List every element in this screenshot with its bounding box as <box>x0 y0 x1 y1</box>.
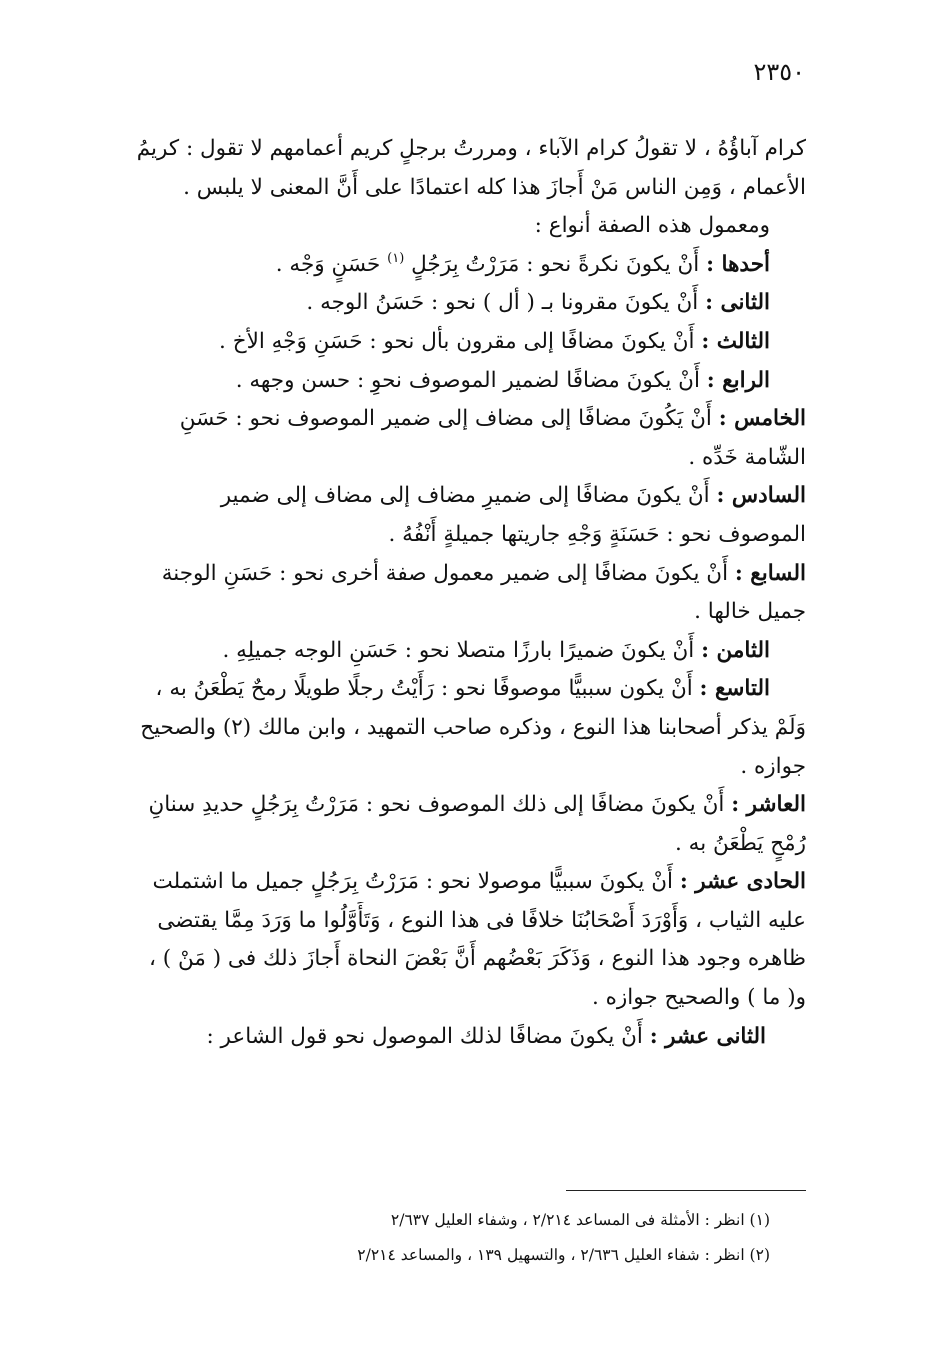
item-heading: الرابع : <box>706 367 770 393</box>
item-heading: السابع : <box>734 560 806 586</box>
text-line: الأعمام ، وَمِن الناس مَنْ أَجازَ هذا كله اعتمادًا على أَنَّ المعنى لا يلبس . <box>183 174 806 200</box>
item-text: أَنْ يكونَ مضافًا لذلك الموصول نحو قول الشاعر : <box>206 1023 643 1049</box>
text-line: و( ما ) والصحيح جوازه . <box>591 985 806 1011</box>
item-text: حَسَنٍ وَجْه . <box>275 251 381 277</box>
item-heading: الثالث : <box>701 328 770 354</box>
text-line: الموصوف نحو : حَسَنَةٍ وَجْهِ جاريتها جميلةٍ أَنْفُهُ . <box>388 521 806 547</box>
footnotes <box>200 1203 770 1273</box>
item-heading: التاسع : <box>699 676 770 702</box>
list-item <box>106 863 806 902</box>
item-heading: أحدها : <box>706 251 770 277</box>
list-item <box>106 477 806 516</box>
item-text: أَنْ يكون سببيًّا موصوفًا نحو : رَأَيْتُ رجلًا طويلًا رمحٌ يَطْعَنُ به ، <box>155 676 693 702</box>
item-text: أَنْ يكونَ سببيًّا موصولا نحو : مَرَرْتُ بِرَجُلٍ جميل ما اشتملت <box>152 869 674 895</box>
item-text: أَنْ يكونَ ضميرًا بارزًا متصلا نحو : حَسَنِ الوجه جميلِهِ . <box>222 637 695 663</box>
footnote-divider <box>566 1190 806 1191</box>
item-text: أَنْ يكونَ نكرةً نحو : مَرَرْتُ بِرَجُلٍ <box>411 251 700 277</box>
item-heading: الثانى : <box>705 290 770 316</box>
list-item <box>106 246 806 285</box>
text-line: كرام آباؤُهُ ، لا تقولُ كرام الآباء ، ومررتُ برجلٍ كريم أعمامهم لا تقول : كريمُ <box>136 136 806 161</box>
text-line: جوازه . <box>740 753 806 779</box>
text-line: جميل خالها . <box>694 599 806 625</box>
item-text: أَنْ يكونَ مضافًا إلى ضميرِ مضاف إلى مضاف إلى ضمير <box>220 483 710 509</box>
item-text: أَنْ يَكُونَ مضافًا إلى مضاف إلى ضمير الموصوف نحو : حَسَنِ <box>179 406 712 432</box>
item-heading: الثامن : <box>701 637 770 663</box>
item-heading: العاشر : <box>731 792 806 818</box>
footnote-ref: (١) <box>387 250 405 266</box>
text-line: رُمْحٍ يَطْعَنُ به . <box>675 830 806 856</box>
text-line: ومعمول هذه الصفة أنواع : <box>534 213 770 239</box>
item-heading: الخامس : <box>718 406 806 432</box>
item-text: أَنْ يكونَ مضافًا إلى ضمير معمول صفة أخرى نحو : حَسَنِ الوجنة <box>161 560 729 586</box>
text-line: ظاهره وجود هذا النوع ، وَذَكَرَ بَعْضُهم أَنَّ بَعْضَ النحاة أَجازَ ذلك فى ( مَنْ ) ، <box>149 946 806 972</box>
item-text: أَنْ يكونَ مضافًا لضمير الموصوف نحوِ : حسن وجهه . <box>235 367 700 393</box>
text-line: عليه الثياب ، وَأَوْرَدَ أَصْحَابُنَا خلافًا فى هذا النوع ، وَتَأَوَّلُوا ما وَرَدَ مِمَّا يقتضى <box>157 907 806 933</box>
item-heading: الثانى عشر : <box>649 1023 766 1049</box>
item-text: أَنْ يكونَ مقرونا بـ ( أل ) نحو : حَسَنُ الوجه . <box>306 290 699 316</box>
item-text: أَنْ يكونَ مضافًا إلى مقرون بأل نحو : حَسَنِ وَجْهِ الأخ . <box>219 328 695 354</box>
item-heading: الحادى عشر : <box>679 869 806 895</box>
list-item <box>106 632 806 671</box>
text-line: الشّامة خَدِّه . <box>688 444 806 470</box>
item-heading: السادس : <box>716 483 806 509</box>
item-text: أَنْ يكونَ مضافًا إلى ذلك الموصوف نحو : مَرَرْتُ بِرَجُلٍ حديدِ سنانِ <box>148 792 725 818</box>
list-item <box>106 786 806 825</box>
page-number: ٢٣٥٠ <box>753 58 805 86</box>
footnote: (٢) انظر : شفاء العليل ٢/٦٣٦ ، والتسهيل ١٣٩ ، والمساعد ٢/٢١٤ <box>357 1246 770 1264</box>
list-item <box>106 670 806 709</box>
list-item <box>106 1018 806 1057</box>
list-item <box>106 555 806 594</box>
list-item <box>106 400 806 439</box>
text-line: وَلَمْ يذكر أصحابنا هذا النوع ، وذكره صاحب التمهيد ، وابن مالك (٢) والصحيح <box>140 714 806 740</box>
list-item <box>106 284 806 323</box>
list-item <box>106 323 806 362</box>
main-text <box>106 130 806 1056</box>
list-item <box>106 362 806 401</box>
footnote: (١) انظر : الأمثلة فى المساعد ٢/٢١٤ ، وشفاء العليل ٢/٦٣٧ <box>390 1211 770 1229</box>
